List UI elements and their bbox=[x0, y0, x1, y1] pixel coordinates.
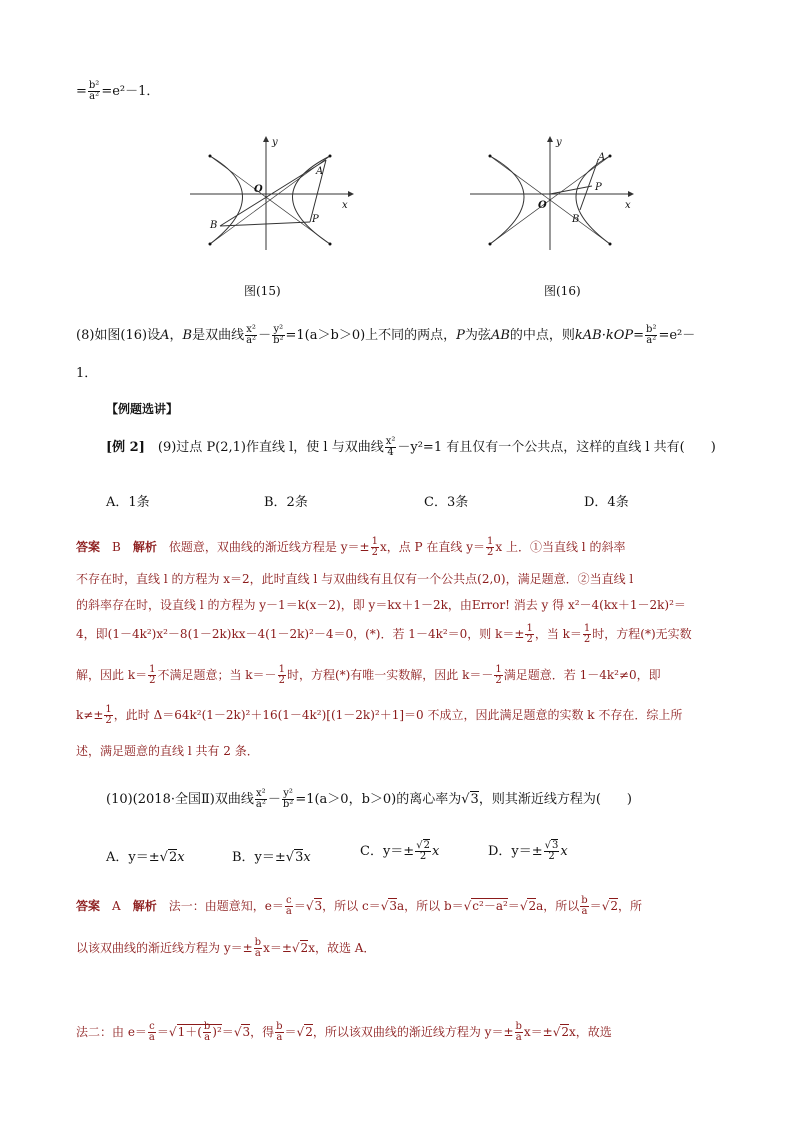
figure-15-caption: 图(15) bbox=[244, 284, 281, 298]
option-b[interactable]: B．2条 bbox=[264, 495, 308, 510]
chord-BA bbox=[220, 160, 326, 226]
top-formula: = $\frac{\text{b²}}{\text{a²}}$ =e²－1． bbox=[76, 80, 160, 102]
figure-15 bbox=[180, 130, 370, 260]
option-c[interactable]: C．3条 bbox=[424, 495, 469, 510]
svg-text:O: O bbox=[538, 200, 547, 211]
option-10b[interactable]: B．y＝±√3x bbox=[232, 850, 311, 865]
item-10: (10)(2018·全国Ⅱ)双曲线 $\frac{\text{x²}}{\text{a²}}$ － $\frac{\text{y²}}{\text{b²}}$ =1(a＞0，b＞0)的离心率为√3，则其渐近线方程为( ) bbox=[106, 788, 632, 810]
item-8-line2: 1． bbox=[76, 366, 98, 381]
label-y: y bbox=[272, 137, 278, 148]
svg-text:y: y bbox=[556, 137, 562, 148]
label-x: x bbox=[342, 200, 348, 211]
label-O: O bbox=[254, 184, 263, 195]
figure-16 bbox=[460, 130, 650, 260]
svg-text:P: P bbox=[595, 182, 602, 193]
item-8: (8)如图(16)设A，B是双曲线 $\frac{\text{x²}}{\text{a²}}$ － $\frac{\text{y²}}{\text{b²}}$ =1(a＞b＞0)上不同的两点，P为弦AB的中点，则kAB·kOP= $\frac{\text{b²}}{\text{a²}}$ =e²－ bbox=[76, 324, 696, 346]
label-A: A bbox=[316, 166, 324, 177]
section-title: 【例题选讲】 bbox=[106, 402, 179, 416]
svg-text:A: A bbox=[598, 152, 606, 163]
option-a[interactable]: A．1条 bbox=[106, 495, 150, 510]
label-B: B bbox=[210, 220, 218, 231]
option-d[interactable]: D．4条 bbox=[584, 495, 629, 510]
option-10a[interactable]: A．y＝±√2x bbox=[106, 850, 185, 865]
figure-16-caption: 图(16) bbox=[544, 284, 581, 298]
option-10c[interactable]: C．y＝± $\frac{√2}{2}$ x bbox=[360, 840, 440, 862]
label-P: P bbox=[312, 214, 319, 225]
svg-text:B: B bbox=[572, 214, 580, 225]
option-10d[interactable]: D．y＝± $\frac{√3}{2}$ x bbox=[488, 840, 568, 862]
example-2: [例 2] (9)过点 P(2,1)作直线 l，使 l 与双曲线 $\frac{\text{x²}}{4}$ －y²=1 有且仅有一个公共点，这样的直线 l 共有( ) bbox=[106, 436, 716, 458]
svg-text:x: x bbox=[625, 200, 631, 211]
